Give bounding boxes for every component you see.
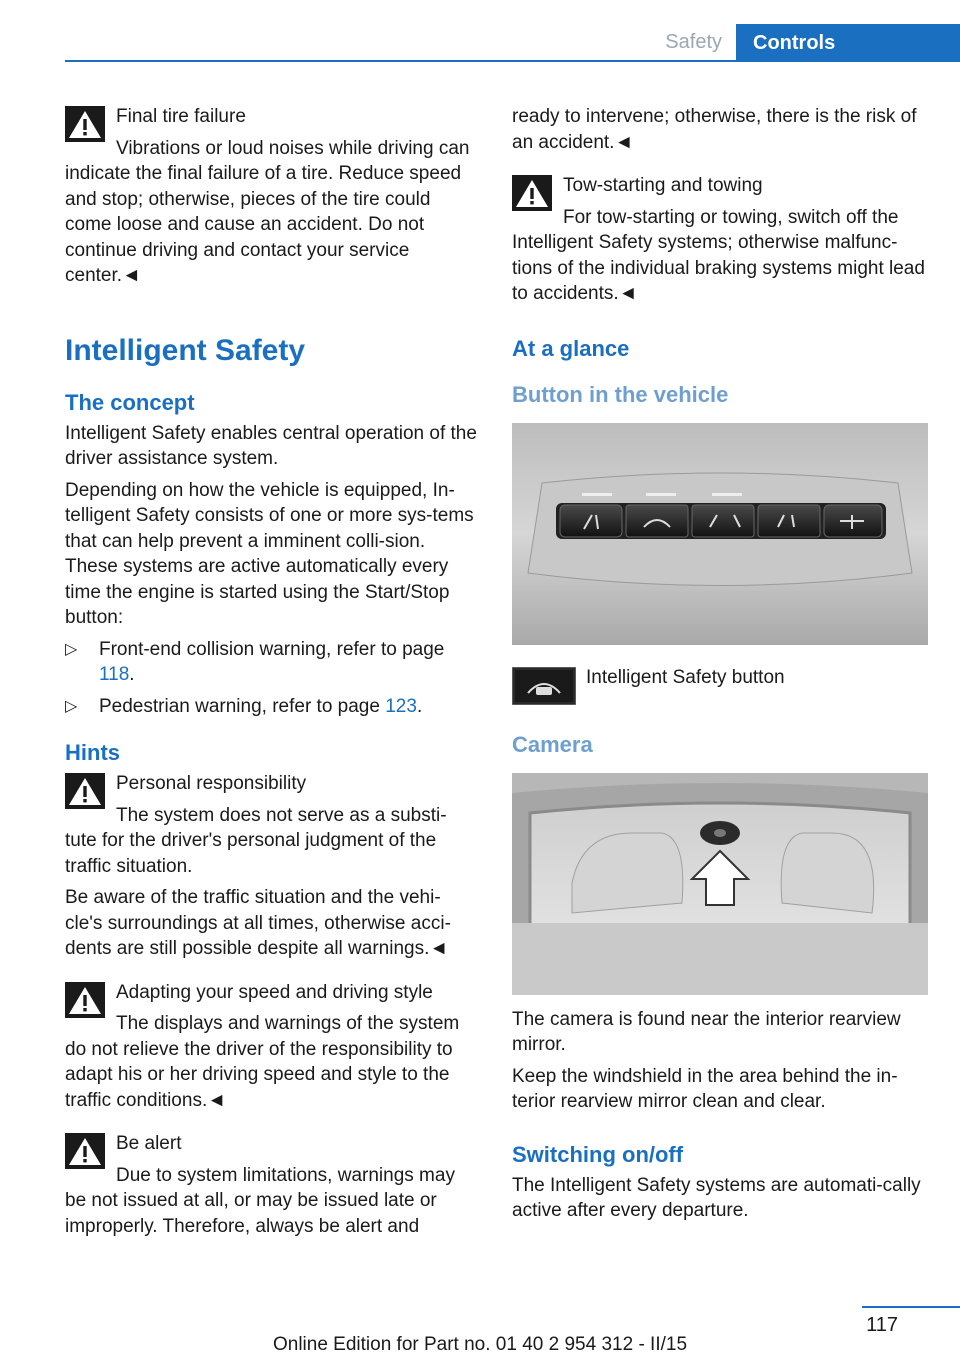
warning-adapting-speed	[65, 980, 477, 1114]
section-heading-switching: Switching on/off	[512, 1141, 684, 1167]
button-panel-image	[512, 423, 928, 645]
header-section: Safety	[665, 31, 722, 53]
warning-title: Tow-starting and towing	[563, 175, 763, 196]
continued-text: ready to intervene; otherwise, there is the risk of an accident.◄	[512, 106, 917, 153]
bullet-icon: ▷	[65, 640, 78, 658]
subheading-camera: Camera	[512, 731, 593, 757]
systems-list	[65, 637, 477, 720]
concept-paragraph-1: Intelligent Safety enables central operation of the driver assistance system.	[65, 422, 477, 469]
warning-text: The displays and warnings of the system do not relieve the driver of the responsibility to adapt his or her driving speed and style to the traffic conditions.◄	[65, 1013, 460, 1111]
subheading-button: Button in the vehicle	[512, 381, 729, 407]
right-column	[512, 104, 928, 1230]
section-heading-hints: Hints	[65, 740, 120, 765]
switching-paragraph: The Intelligent Safety systems are automati-cally active after every departure.	[512, 1174, 921, 1221]
warning-triangle-icon	[65, 1133, 105, 1169]
warning-personal-responsibility	[65, 771, 477, 962]
list-item: ▷ Pedestrian warning, refer to page 123.	[65, 694, 477, 720]
camera-paragraph-1: The camera is found near the interior rearview mirror.	[512, 1008, 901, 1055]
chapter-title: Intelligent Safety	[65, 333, 306, 367]
warning-text: Vibrations or loud noises while driving can indicate the final failure of a tire. Reduce speed and stop; otherwise, pieces of the tire could come loose and cause an accident. Do not continue driving and contact your service center.◄	[65, 137, 470, 286]
camera-paragraph-2: Keep the windshield in the area behind the in-terior rearview mirror clean and clear.	[512, 1065, 898, 1112]
camera-location-image	[512, 773, 928, 995]
bullet-icon: ▷	[65, 697, 78, 715]
warning-triangle-icon	[65, 773, 105, 809]
footer-rule	[862, 1306, 960, 1308]
warning-title: Personal responsibility	[116, 773, 307, 794]
intelligent-safety-button-icon	[512, 667, 576, 705]
warning-triangle-icon	[65, 982, 105, 1018]
warning-text: Be aware of the traffic situation and the vehi-cle's surroundings at all times, otherwise acci-dents are still possible despite all warnings.◄	[65, 887, 451, 959]
button-caption: Intelligent Safety button	[586, 666, 785, 688]
warning-triangle-icon	[65, 106, 105, 142]
page-link-123[interactable]: 123	[385, 695, 417, 717]
warning-tow-starting	[512, 173, 928, 307]
warning-triangle-icon	[512, 175, 552, 211]
warning-title: Be alert	[116, 1133, 182, 1154]
section-heading-at-a-glance: At a glance	[512, 335, 630, 361]
warning-text: Due to system limitations, warnings may be not issued at all, or may be issued late or improperly. Therefore, always be alert and	[65, 1164, 455, 1237]
warning-be-alert	[65, 1131, 477, 1239]
edition-footer: Online Edition for Part no. 01 40 2 954 312 - II/15	[272, 1334, 688, 1355]
button-panel-photo	[512, 423, 928, 645]
warning-text: For tow-starting or towing, switch off the Intelligent Safety systems; otherwise malfunc-tions of the individual braking systems might lead to accidents.◄	[512, 206, 925, 304]
camera-photo	[512, 773, 928, 995]
page-link-118[interactable]: 118	[99, 664, 130, 685]
list-item: ▷ Front-end collision warning, refer to page 118.	[65, 638, 445, 685]
warning-final-tire-failure	[65, 104, 477, 289]
warning-title: Final tire failure	[116, 106, 246, 127]
concept-paragraph-2: Depending on how the vehicle is equipped, In-telligent Safety consists of one or more sys-tems that can help prevent a imminent colli-sion. These systems are active automatically every time the engine is started using the Start/Stop button:	[65, 479, 474, 628]
header-chapter-tab: Controls	[736, 24, 960, 62]
page-number: 117	[866, 1314, 898, 1336]
section-heading-concept: The concept	[65, 389, 195, 415]
warning-title: Adapting your speed and driving style	[116, 981, 433, 1003]
button-caption-row	[512, 665, 928, 711]
warning-text: The system does not serve as a substi-tute for the driver's personal judgment of the traffic situation.	[65, 804, 447, 877]
header-rule	[65, 60, 960, 62]
left-column	[65, 104, 477, 1257]
